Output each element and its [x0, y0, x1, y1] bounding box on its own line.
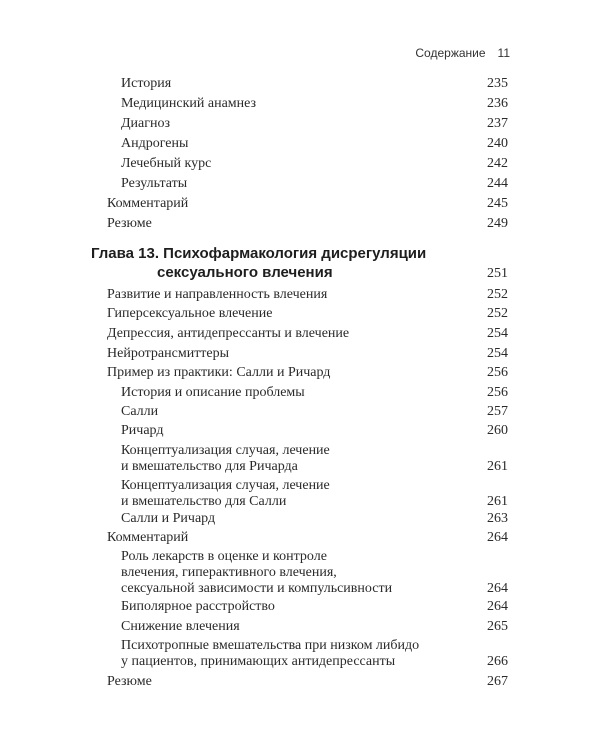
toc-entry-page: 242 [487, 156, 508, 171]
toc-entry-title: Комментарий [107, 530, 189, 545]
toc-entry-title-line: Концептуализация случая, лечение [121, 478, 330, 493]
toc-entry-title: Андрогены [121, 136, 189, 151]
toc-entry-page: 237 [487, 116, 508, 131]
toc-entry[interactable] [0, 304, 600, 324]
toc-entry-page: 261 [487, 459, 508, 474]
toc-entry-title-line: и вмешательство для Ричарда [121, 459, 298, 474]
toc-entry-title-line: влечения, гиперактивного влечения, [121, 565, 337, 580]
chapter-title-line-1: Глава 13. Психофармакология дисрегуляции [91, 245, 427, 262]
toc-entry[interactable] [0, 194, 600, 214]
toc-entry-page: 236 [487, 96, 508, 111]
toc-entry[interactable] [0, 74, 600, 94]
toc-entry-page: 263 [487, 511, 508, 526]
toc-entry[interactable] [0, 154, 600, 174]
toc-entry-page: 256 [487, 385, 508, 400]
toc-entry[interactable] [0, 214, 600, 234]
toc-entry-title: Салли и Ричард [121, 511, 216, 526]
toc-entry-title: Результаты [121, 176, 188, 191]
toc-entry-title: Депрессия, антидепрессанты и влечение [107, 326, 350, 341]
toc-entry-title [121, 638, 419, 670]
toc-entry[interactable] [0, 528, 600, 548]
toc-entry-title: Салли [121, 404, 159, 419]
toc-entry-page: 264 [487, 530, 508, 545]
toc-entry-page: 267 [487, 674, 508, 689]
header-page-number: 11 [497, 46, 510, 60]
toc-entry-title [121, 478, 330, 510]
toc-entry-title-line: и вмешательство для Салли [121, 494, 287, 509]
toc-entry-title-line: Концептуализация случая, лечение [121, 443, 330, 458]
toc-entry-page: 265 [487, 619, 508, 634]
toc-entry-title [121, 443, 330, 475]
toc-entry[interactable] [0, 402, 600, 422]
chapter-title-line-2: сексуального влечения [157, 264, 333, 281]
toc-entry-title: Снижение влечения [121, 619, 240, 634]
toc-entry[interactable] [0, 344, 600, 364]
toc-entry-page: 260 [487, 423, 508, 438]
chapter-page: 251 [487, 266, 508, 281]
toc-entry-page: 252 [487, 306, 508, 321]
toc-entry-page: 257 [487, 404, 508, 419]
toc-entry-page: 254 [487, 326, 508, 341]
toc-entry[interactable] [0, 421, 600, 441]
toc-entry[interactable] [0, 638, 600, 672]
toc-entry-page: 249 [487, 216, 508, 231]
toc-entry[interactable] [0, 134, 600, 154]
toc-entry-title: Резюме [107, 674, 152, 689]
toc-entry[interactable] [0, 617, 600, 637]
toc-entry-title: История и описание проблемы [121, 385, 305, 400]
toc-entry[interactable] [0, 549, 600, 599]
toc-entry[interactable] [0, 363, 600, 383]
toc-entry[interactable] [0, 94, 600, 114]
toc-entry-title-line: Психотропные вмешательства при низком либидо [121, 638, 420, 653]
header-section-title: Содержание [415, 46, 486, 60]
toc-entry[interactable] [0, 114, 600, 134]
toc-entry[interactable] [0, 672, 600, 692]
toc-entry[interactable] [0, 285, 600, 305]
toc-entry-page: 261 [487, 494, 508, 509]
toc-entry-page: 264 [487, 599, 508, 614]
toc-entry[interactable] [0, 174, 600, 194]
toc-entry-page: 254 [487, 346, 508, 361]
toc-entry-title: Лечебный курс [121, 156, 212, 171]
toc-entry-title-line: сексуальной зависимости и компульсивности [121, 581, 393, 596]
toc-entry[interactable] [0, 383, 600, 403]
toc-entry-title-line: Роль лекарств в оценке и контроле [121, 549, 327, 564]
toc-entry-title: Медицинский анамнез [121, 96, 257, 111]
toc-entry-title: Нейротрансмиттеры [107, 346, 230, 361]
toc-entry-page: 245 [487, 196, 508, 211]
toc-entry-title-line: у пациентов, принимающих антидепрессанты [121, 654, 396, 669]
toc-entry-title: Ричард [121, 423, 164, 438]
toc-entry-title: Комментарий [107, 196, 189, 211]
toc-entry-title: Развитие и направленность влечения [107, 287, 328, 302]
toc-entry-title: Гиперсексуальное влечение [107, 306, 273, 321]
toc-entry-page: 235 [487, 76, 508, 91]
toc-entry[interactable] [0, 597, 600, 617]
toc-entry-page: 264 [487, 581, 508, 596]
toc-entry-title: История [121, 76, 172, 91]
toc-entry-page: 266 [487, 654, 508, 669]
toc-entry[interactable] [0, 509, 600, 529]
toc-entry-page: 240 [487, 136, 508, 151]
toc-entry[interactable] [0, 324, 600, 344]
toc-entry-page: 256 [487, 365, 508, 380]
toc-entry-title: Пример из практики: Салли и Ричард [107, 365, 331, 380]
toc-entry-title: Диагноз [121, 116, 171, 131]
toc-entry-title: Резюме [107, 216, 152, 231]
toc-entry-title: Биполярное расстройство [121, 599, 275, 614]
toc-entry-page: 244 [487, 176, 508, 191]
toc-entry[interactable] [0, 443, 600, 477]
toc-entry-page: 252 [487, 287, 508, 302]
running-header [415, 46, 510, 60]
toc-entry-title [121, 549, 392, 597]
toc-entry[interactable] [0, 478, 600, 512]
